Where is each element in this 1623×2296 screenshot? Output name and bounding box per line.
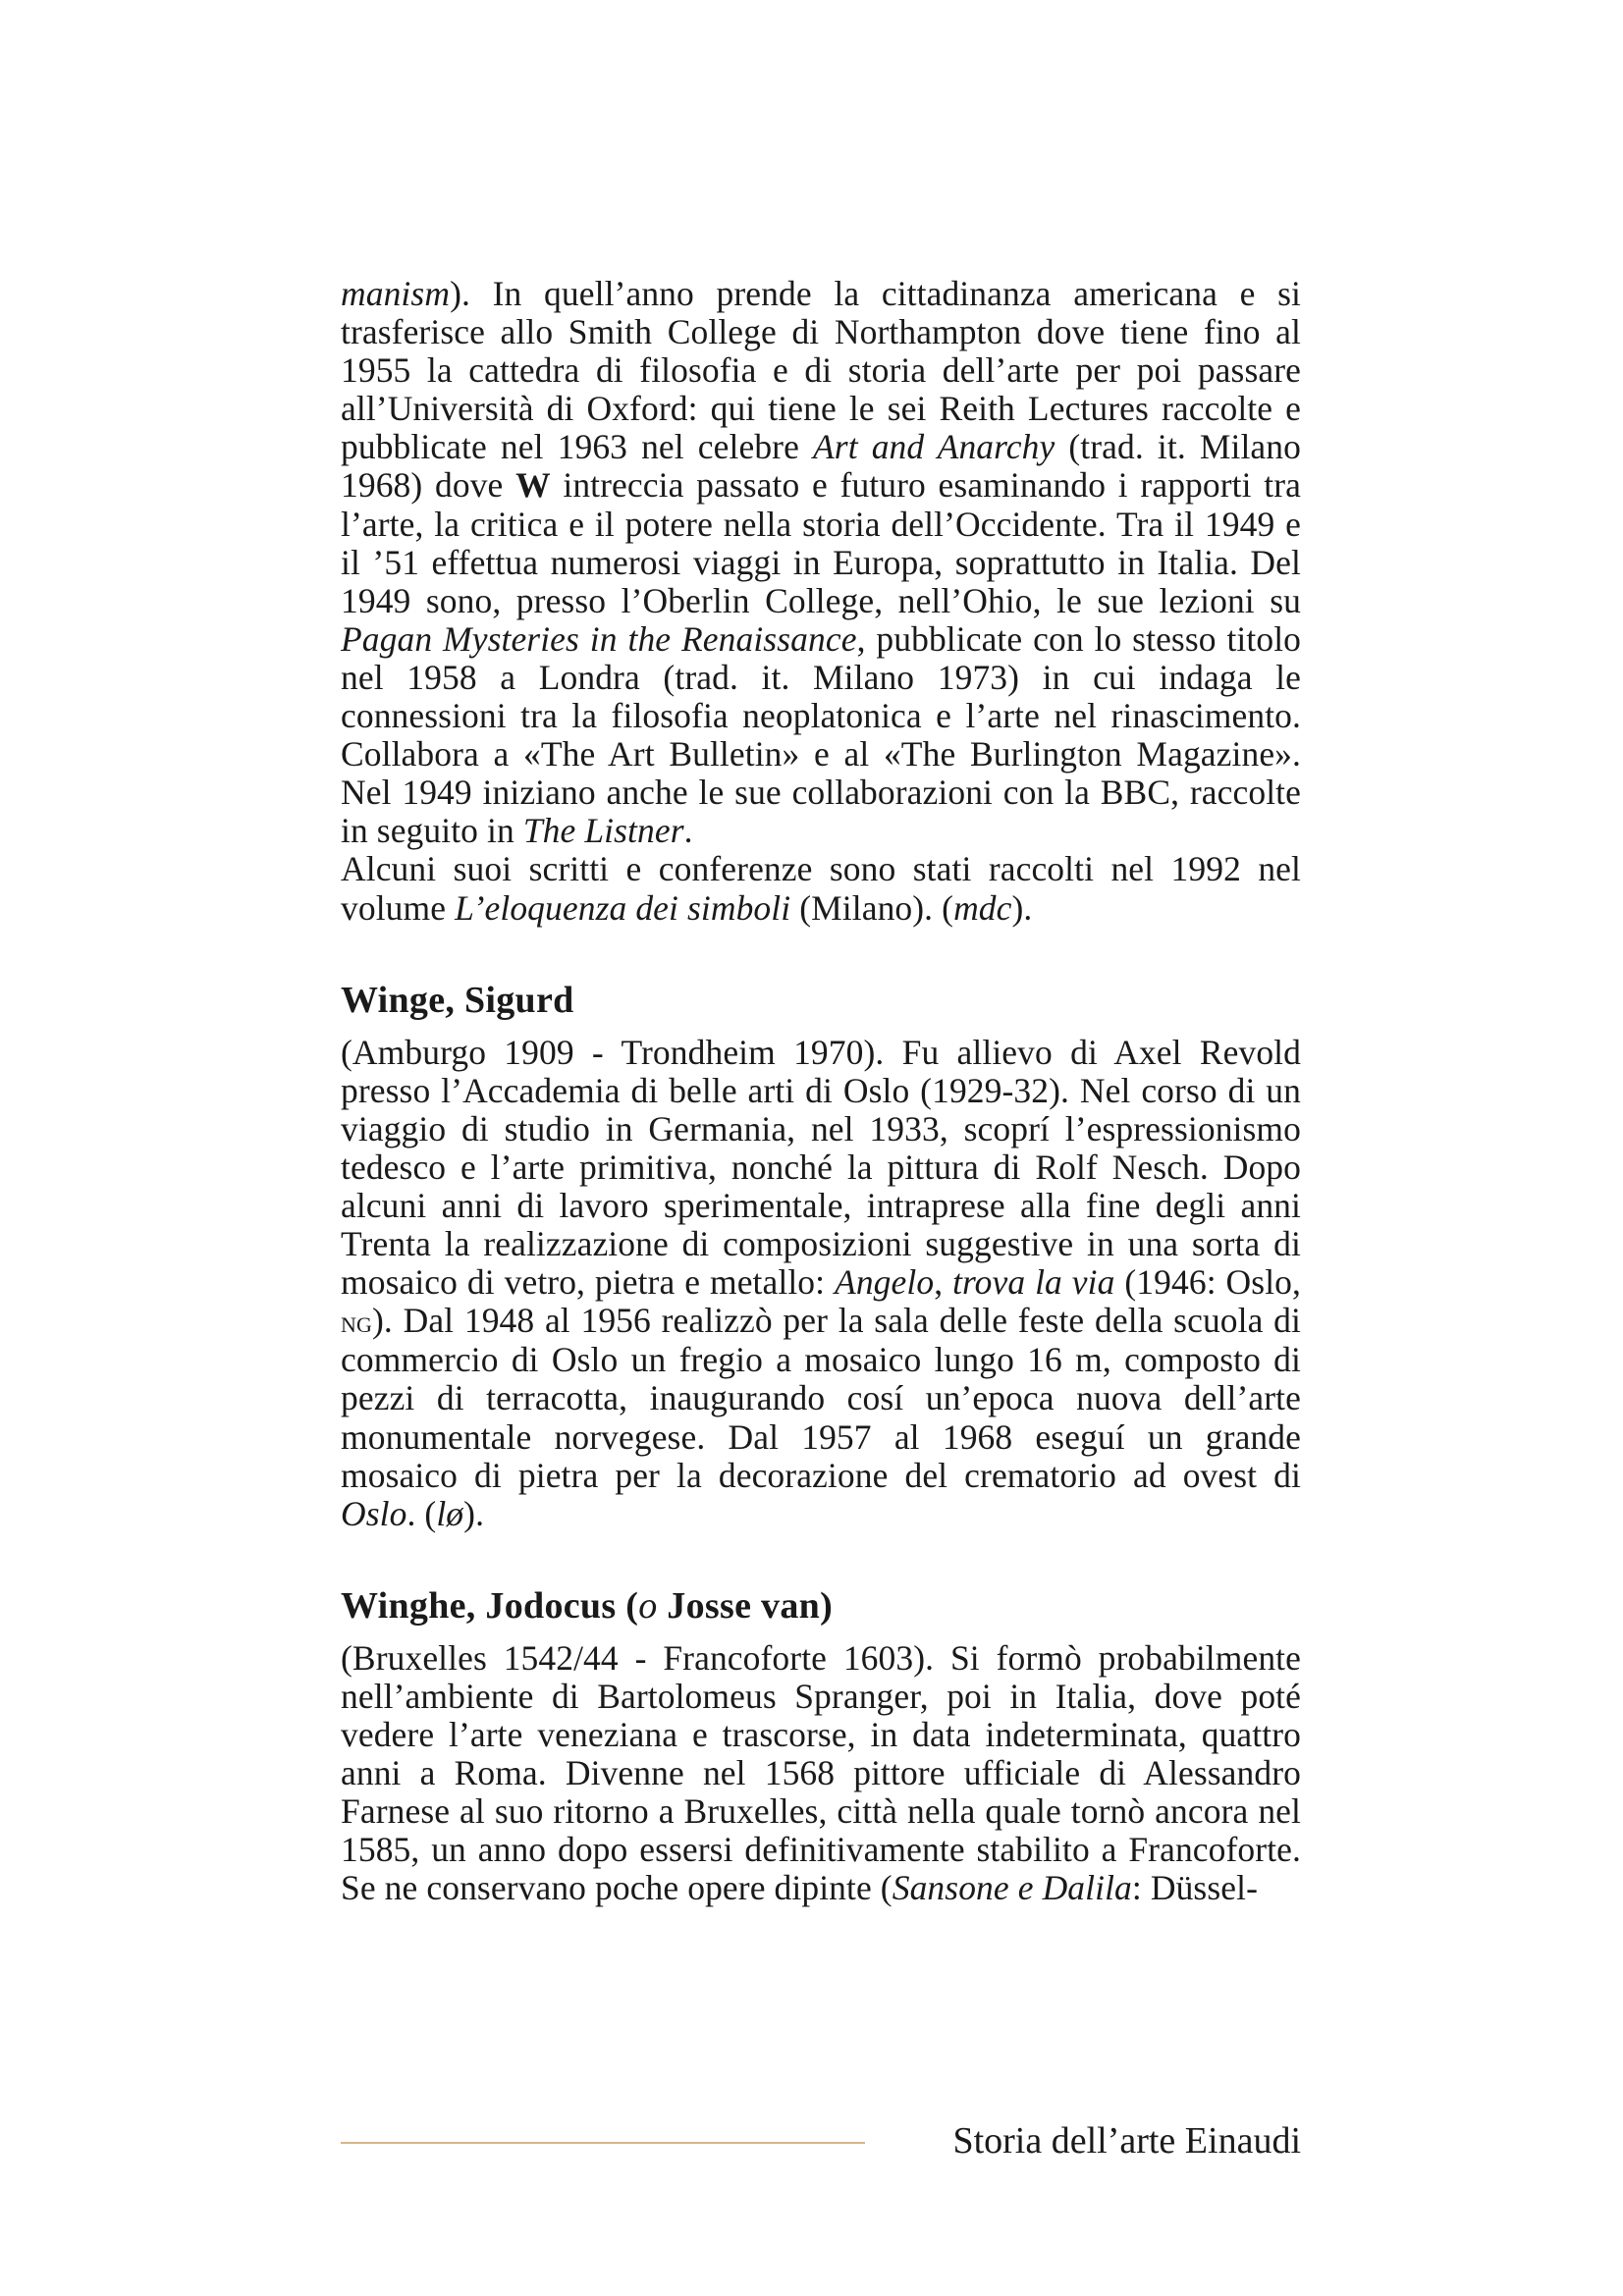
body-text: , <box>934 1262 953 1303</box>
page-content <box>341 275 1301 1907</box>
entry-wind-continuation <box>341 275 1301 928</box>
body-text: Alcuni suoi scritti e conferenze sono stati raccolti nel 1992 nel volume <box>341 849 1301 928</box>
body-text: (1946: Oslo, <box>1114 1262 1301 1303</box>
work-title: Sansone e Dalila <box>892 1868 1132 1908</box>
body-text: ). In quell’anno prende la cittadinanza americana e si trasferisce allo Smith College di Northampton dove tiene fino al 1955 la cattedra di filosofia e di storia dell’arte per poi passare all’Università di Oxford: qui tiene le sei Reith Lectures raccolte e pubblicate nel 1963 nel celebre <box>341 274 1301 467</box>
body-text: ). Dal 1948 al 1956 realizzò per la sala delle feste della scuola di commercio di Oslo un fregio a mosaico lungo 16 m, composto di pezzi di terracotta, inaugurando cosí un’epoca nuova dell’arte monumentale norvegese. Dal 1957 al 1968 eseguí un grande mosaico di pietra per la decorazione del crematorio ad ovest di <box>341 1301 1301 1495</box>
footer-title: Storia dell’arte Einaudi <box>952 2120 1301 2162</box>
entry-heading-winghe <box>341 1584 1301 1628</box>
body-text: ). <box>1011 887 1033 928</box>
italic-text: manism <box>341 274 451 313</box>
body-text: . ( <box>406 1493 437 1533</box>
entry-winghe <box>341 1639 1301 1908</box>
author-initials: mdc <box>953 887 1012 928</box>
body-text: ). <box>463 1493 485 1533</box>
work-title: trova la via <box>952 1262 1115 1303</box>
author-initials: lø <box>436 1493 464 1533</box>
footer-rule <box>341 2142 865 2144</box>
body-text: . <box>683 811 693 851</box>
work-title: Oslo <box>341 1493 407 1533</box>
heading-alt-marker: o <box>638 1584 658 1627</box>
work-title: Art and Anarchy <box>813 427 1055 467</box>
work-title: Angelo <box>835 1262 935 1303</box>
page-footer <box>341 2118 1301 2163</box>
work-title: L’eloquenza dei simboli <box>455 887 791 928</box>
work-title: The Listner <box>522 811 684 851</box>
entry-heading-winge: Winge, Sigurd <box>341 979 574 1021</box>
museum-abbrev: ng <box>341 1305 372 1340</box>
body-text: intreccia passato e futuro esaminando i rapporti tra l’arte, la critica e il potere nella storia dell’Occidente. Tra il 1949 e il ’51 effettua numerosi viaggi in Europa, soprattutto in Italia. Del 1949 sono, presso l’Oberlin College, nell’Ohio, le sue lezioni su <box>341 465 1301 620</box>
body-text: (Milano). ( <box>790 887 954 928</box>
heading-text: Winghe, Jodocus ( <box>341 1584 639 1627</box>
entry-winge <box>341 1034 1301 1533</box>
body-text: , pubblicate con lo stesso titolo nel 1958 a Londra (trad. it. Milano 1973) in cui indaga le connessioni tra la filosofia neoplatonica e l’arte nel rinascimento. Collabora a «The Art Bulletin» e al «The Burlington Magazine». Nel 1949 iniziano anche le sue collaborazioni con la BBC, raccolte in seguito in <box>341 618 1302 851</box>
author-abbrev: W <box>515 465 551 506</box>
body-text: (Amburgo 1909 - Trondheim 1970). Fu allievo di Axel Revold presso l’Accademia di belle arti di Oslo (1929-32). Nel corso di un viaggio di studio in Germania, nel 1933, scoprí l’espressionismo tedesco e l’arte primitiva, nonché la pittura di Rolf Nesch. Dopo alcuni anni di lavoro sperimentale, intraprese alla fine degli anni Trenta la realizzazione di composizioni suggestive in una sorta di mosaico di vetro, pietra e metallo: <box>341 1032 1301 1303</box>
heading-text: Josse van) <box>657 1584 834 1627</box>
body-text: (Bruxelles 1542/44 - Francoforte 1603). Si formò probabilmente nell’ambiente di Bartolomeus Spranger, poi in Italia, dove poté vedere l’arte veneziana e trascorse, in data indeterminata, quattro anni a Roma. Divenne nel 1568 pittore ufficiale di Alessandro Farnese al suo ritorno a Bruxelles, città nella quale tornò ancora nel 1585, un anno dopo essersi definitivamente stabilito a Francoforte. Se ne conservano poche opere dipinte ( <box>341 1637 1301 1908</box>
body-text: : Düssel- <box>1131 1868 1258 1908</box>
body-text: (trad. it. Milano 1968) dove <box>341 427 1301 506</box>
work-title: Pagan Mysteries in the Renaissance <box>341 618 857 659</box>
